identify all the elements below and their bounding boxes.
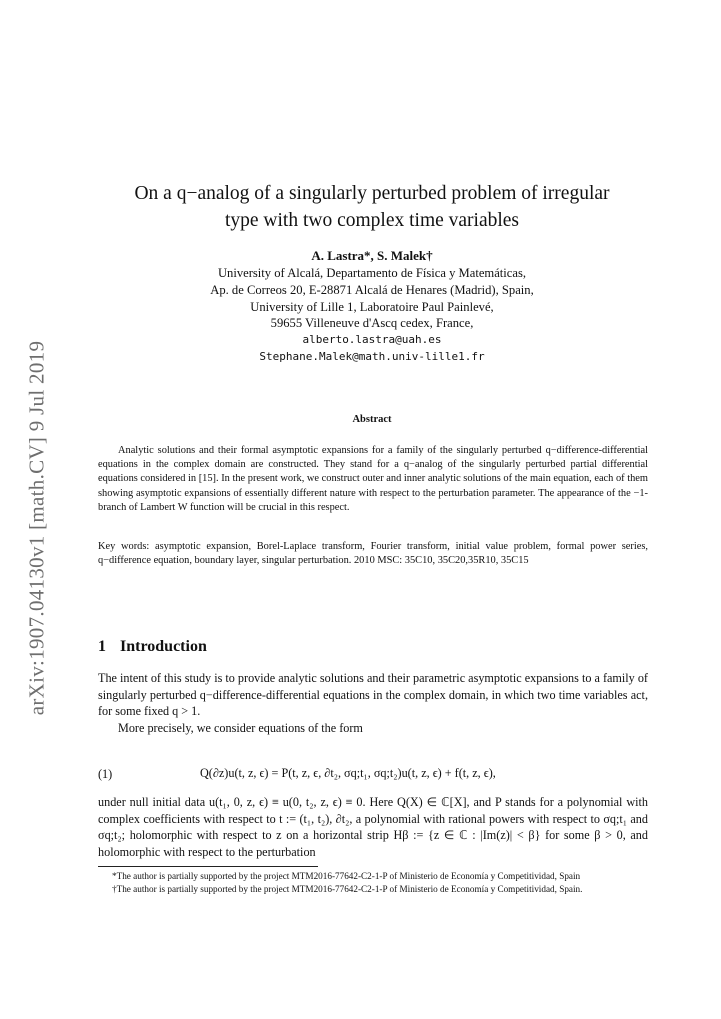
affiliation-line: Ap. de Correos 20, E-28871 Alcalá de Henares (Madrid), Spain,: [210, 282, 534, 297]
author-list: A. Lastra*, S. Malek†: [311, 248, 433, 263]
author-email: alberto.lastra@uah.es: [302, 333, 442, 347]
affiliation-line: University of Alcalá, Departamento de Física y Matemáticas,: [217, 266, 527, 280]
author-email: Stephane.Malek@math.univ-lille1.fr: [259, 349, 485, 363]
title-line: On a q−analog of a singularly perturbed problem of irregular: [134, 183, 610, 204]
body-paragraph: under null initial data u(t₁, 0, z, ϵ) ≡ u(0, t₂, z, ϵ) ≡ 0. Here Q(X) ∈ ℂ[X], and P stands for a polynomial with complex coefficients with respect to t := (t₁, t₂), ∂t₂, a polynomial with rational powers with respect to σq;t₁ and σq;t₂; holomorphic with respect to z on a horizontal strip Hβ := {z ∈ ℂ : |Im(z)| < β} for some β > 0, and holomorphic with respect to the perturbation: [98, 795, 648, 859]
equation: Q(∂z)u(t, z, ϵ) = P(t, z, ϵ, ∂t₂, σq;t₁, σq;t₂)u(t, z, ϵ) + f(t, z, ϵ),: [200, 766, 496, 780]
section-heading: [98, 638, 207, 656]
affiliation-block: [96, 265, 648, 366]
intro-paragraph: The intent of this study is to provide analytic solutions and their parametric asymptotic expansions to a family of singularly perturbed q−difference-differential equations in the complex domain, in which two time variables act, for some fixed q > 1.: [98, 671, 648, 718]
title-line: type with two complex time variables: [224, 210, 520, 231]
paper-title: [96, 180, 648, 234]
footnotes: [98, 870, 648, 895]
section-number: 1: [98, 638, 106, 655]
abstract-heading: Abstract: [352, 414, 392, 425]
affiliation-line: University of Lille 1, Laboratoire Paul Painlevé,: [250, 299, 494, 314]
section-title: Introduction: [120, 638, 207, 655]
keywords-paragraph: Key words: asymptotic expansion, Borel-Laplace transform, Fourier transform, initial value problem, formal power series, q−difference equation, boundary layer, singular perturbation. 2010 MSC: 35C10, 35C20,35R10, 35C15: [98, 541, 648, 567]
intro-paragraph: More precisely, we consider equations of the form: [118, 720, 363, 735]
abstract-text: Analytic solutions and their formal asymptotic expansions for a family of the singularly perturbed q−difference-differential equations in the complex domain are constructed. They stand for a q−analog of the singularly perturbed partial differential equations considered in [15]. In the present work, we construct outer and inner analytic solutions of the main equation, each of them showing asymptotic expansions of essentially different nature with respect to the perturbation parameter. The appearance of the −1-branch of Lambert W function will be crucial in this respect.: [98, 445, 648, 513]
footnote: *The author is partially supported by the project MTM2016-77642-C2-1-P of Ministerio de Economía y Competitividad, Spain: [112, 871, 581, 881]
intro-text: [98, 670, 648, 736]
footnote: †The author is partially supported by the project MTM2016-77642-C2-1-P of Ministerio de Economía y Competitividad, Spain.: [112, 883, 583, 894]
affiliation-line: 59655 Villeneuve d'Ascq cedex, France,: [270, 316, 474, 331]
footnote-rule: [98, 866, 318, 867]
equation-label: (1): [98, 767, 113, 781]
arxiv-identifier: arXiv:1907.04130v1 [math.CV] 9 Jul 2019: [24, 340, 49, 716]
